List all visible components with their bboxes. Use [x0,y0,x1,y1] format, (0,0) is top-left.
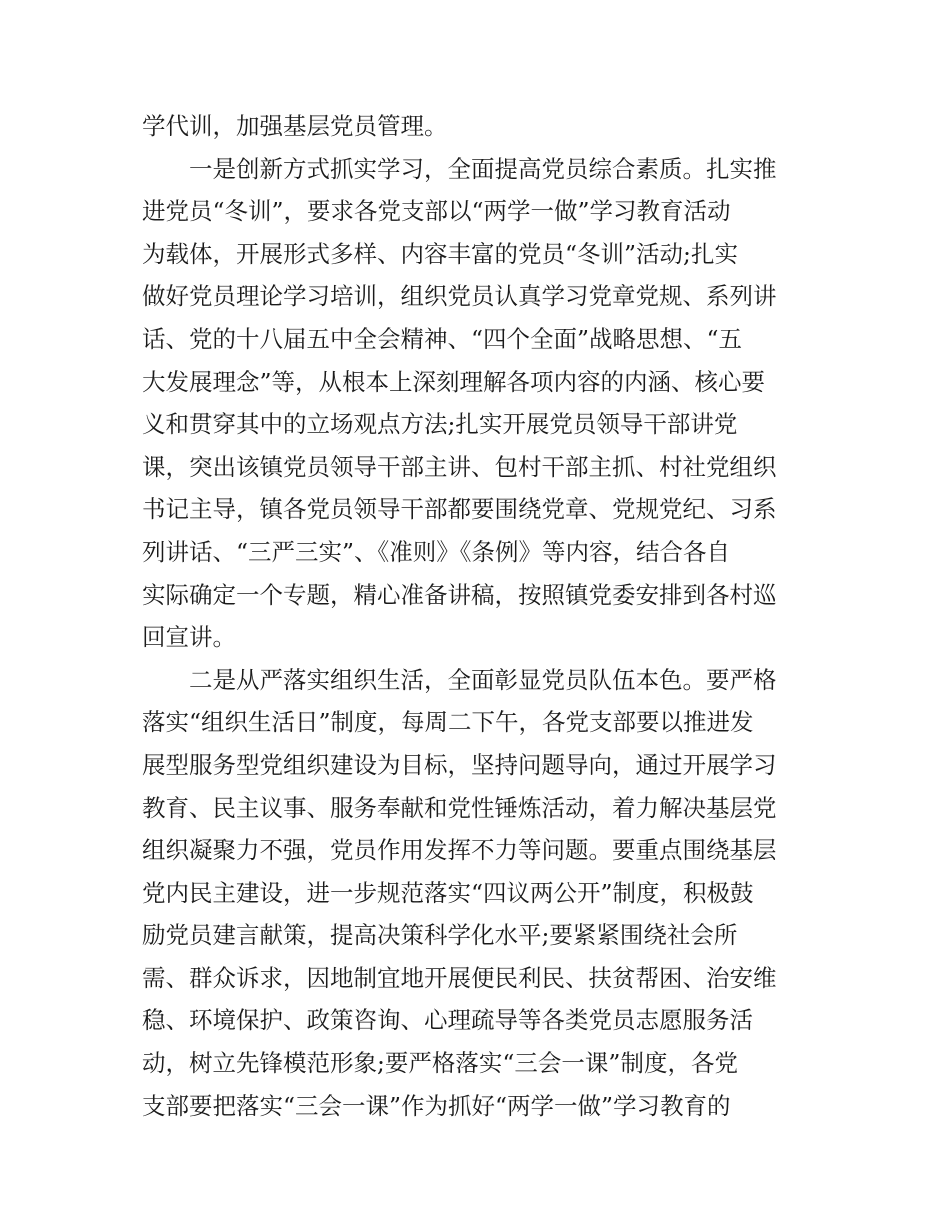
text-line: 话、党的十八届五中全会精神、“四个全面”战略思想、“五 [142,324,743,353]
paragraph-first-line: 一是创新方式抓实学习，全面提高党员综合素质。扎实推 [189,154,777,183]
text-line: 进党员“冬训”，要求各党支部以“两学一做”学习教育活动 [142,197,731,226]
text-line: 大发展理念”等，从根本上深刻理解各项内容的内涵、核心要 [142,367,766,396]
text-line: 党内民主建设，进一步规范落实“四议两公开”制度，积极鼓 [142,878,754,907]
text-line: 做好党员理论学习培训，组织党员认真学习党章党规、系列讲 [142,282,777,311]
text-line: 组织凝聚力不强，党员作用发挥不力等问题。要重点围绕基层 [142,836,777,865]
text-line: 为载体，开展形式多样、内容丰富的党员“冬训”活动;扎实 [142,239,738,268]
text-line: 稳、环境保护、政策咨询、心理疏导等各类党员志愿服务活 [142,1006,753,1035]
text-line: 课，突出该镇党员领导干部主讲、包村干部主抓、村社党组织 [142,452,777,481]
text-line: 支部要把落实“三会一课”作为抓好“两学一做”学习教育的 [142,1091,731,1120]
text-line: 义和贯穿其中的立场观点方法;扎实开展党员领导干部讲党 [142,410,738,439]
text-line: 教育、民主议事、服务奉献和党性锤炼活动，着力解决基层党 [142,793,777,822]
text-line: 回宣讲。 [142,623,236,652]
text-line: 书记主导，镇各党员领导干部都要围绕党章、党规党纪、习系 [142,495,777,524]
text-line: 列讲话、“三严三实”、《准则》《条例》等内容，结合各自 [142,537,731,566]
text-line: 落实“组织生活日”制度，每周二下午，各党支部要以推进发 [142,708,754,737]
text-line: 学代训，加强基层党员管理。 [142,112,448,140]
document-body [142,105,822,1127]
text-line: 展型服务型党组织建设为目标，坚持问题导向，通过开展学习 [142,750,777,779]
text-line: 励党员建言献策，提高决策科学化水平;要紧紧围绕社会所 [142,921,738,950]
text-line: 需、群众诉求，因地制宜地开展便民利民、扶贫帮困、治安维 [142,963,777,992]
paragraph-first-line: 二是从严落实组织生活，全面彰显党员队伍本色。要严格 [189,665,777,694]
text-line: 动，树立先锋模范形象;要严格落实“三会一课”制度，各党 [142,1049,738,1078]
text-line: 实际确定一个专题，精心准备讲稿，按照镇党委安排到各村巡 [142,580,777,609]
